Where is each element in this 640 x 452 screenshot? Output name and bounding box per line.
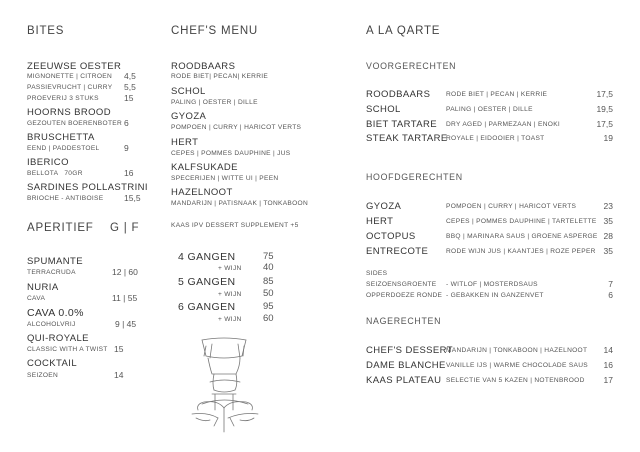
dessert-desc: SELECTIE VAN 5 KAZEN | NOTENBROOD <box>446 377 585 384</box>
bites-item-sub: PROEVERIJ 3 STUKS <box>27 95 99 102</box>
aperitief-glass-bottle-header: G | F <box>110 222 140 234</box>
dessert-price: 16 <box>603 360 613 370</box>
dessert-name: CHEF'S DESSERT <box>366 345 453 356</box>
chefs-menu-item-name: GYOZA <box>171 111 207 122</box>
wine-pairing-price: 40 <box>263 262 274 273</box>
chefs-menu-item-desc: PALING | OESTER | DILLE <box>171 99 258 106</box>
a-la-carte-title: A LA QARTE <box>366 25 441 37</box>
bites-item-name: SARDINES POLLASTRINI <box>27 182 148 193</box>
aperitief-item-price: 12 | 60 <box>112 267 138 277</box>
starter-name: ROODBAARS <box>366 89 431 100</box>
wine-pairing-price: 50 <box>263 288 274 299</box>
main-course-desc: RODE WIJN JUS | KAANTJES | ROZE PEPER <box>446 248 596 255</box>
side-price: 7 <box>608 279 613 289</box>
bites-item-sub: GEZOUTEN BOERENBOTER <box>27 120 123 127</box>
dessert-price: 14 <box>603 345 613 355</box>
chefs-menu-item-desc: SPECERIJEN | WITTE UI | PEEN <box>171 175 279 182</box>
bites-item-price: 16 <box>124 168 134 178</box>
chefs-menu-item-name: KALFSUKADE <box>171 162 238 173</box>
starter-price: 17,5 <box>596 89 613 99</box>
starter-desc: DRY AGED | PARMEZAAN | ENOKI <box>446 121 561 128</box>
aperitief-item-sub: TERRACRUDA <box>27 269 76 276</box>
aperitief-item-price: 11 | 55 <box>112 293 138 303</box>
aperitief-item-sub: CLASSIC WITH A TWIST <box>27 346 108 353</box>
chefs-menu-item-desc: CEPES | POMMES DAUPHINE | JUS <box>171 150 291 157</box>
bites-title: BITES <box>27 25 65 37</box>
chefs-menu-item-desc: MANDARIJN | PATISNAAK | TONKABOON <box>171 200 309 207</box>
chefs-menu-title: CHEF'S MENU <box>171 25 259 37</box>
course-label: 6 GANGEN <box>178 301 236 313</box>
chefs-menu-item-desc: RODE BIET| PECAN| KERRIE <box>171 73 269 80</box>
main-course-desc: POMPOEN | CURRY | HARICOT VERTS <box>446 203 577 210</box>
aperitief-item-sub: ALCOHOLVRIJ <box>27 321 76 328</box>
main-course-name: ENTRECOTE <box>366 246 429 257</box>
starter-desc: PALING | OESTER | DILLE <box>446 106 533 113</box>
dessert-name: DAME BLANCHE <box>366 360 446 371</box>
aperitief-item-name: QUI-ROYALE <box>27 333 89 344</box>
main-course-price: 23 <box>603 201 613 211</box>
side-desc: - GEBAKKEN IN GANZENVET <box>446 292 544 299</box>
main-course-price: 35 <box>603 216 613 226</box>
aperitief-item-sub: SEIZOEN <box>27 372 59 379</box>
bites-item-price: 9 <box>124 143 129 153</box>
cheese-supplement-note: KAAS IPV DESSERT SUPPLEMENT +5 <box>171 222 299 229</box>
dessert-name: KAAS PLATEAU <box>366 375 442 386</box>
aperitief-item-name: SPUMANTE <box>27 256 83 267</box>
wine-pairing-label: + WIJN <box>218 316 242 323</box>
starter-name: STEAK TARTARE <box>366 133 448 144</box>
bites-item-sub: BRIOCHE - ANTIBOISE <box>27 195 104 202</box>
bites-item-price: 15 <box>124 93 134 103</box>
bites-item-sub: EEND | PADDESTOEL <box>27 145 100 152</box>
course-price: 95 <box>263 301 274 312</box>
main-course-price: 35 <box>603 246 613 256</box>
course-label: 4 GANGEN <box>178 251 236 263</box>
starter-name: BIET TARTARE <box>366 119 437 130</box>
main-course-name: HERT <box>366 216 394 227</box>
chefs-menu-item-desc: POMPOEN | CURRY | HARICOT VERTS <box>171 124 302 131</box>
bites-item-price: 6 <box>124 118 129 128</box>
dessert-desc: VANILLE IJS | WARME CHOCOLADE SAUS <box>446 362 588 369</box>
bites-item-name: BRUSCHETTA <box>27 132 95 143</box>
course-price: 75 <box>263 251 274 262</box>
side-price: 6 <box>608 290 613 300</box>
bites-item-sub: MIGNONETTE | CITROEN <box>27 73 113 80</box>
chefs-menu-item-name: ROODBAARS <box>171 61 236 72</box>
starter-price: 17,5 <box>596 119 613 129</box>
main-course-price: 28 <box>603 231 613 241</box>
aperitief-item-price: 9 | 45 <box>115 319 137 329</box>
sides-header: SIDES <box>366 270 388 277</box>
starter-name: SCHOL <box>366 104 401 115</box>
main-course-desc: BBQ | MARINARA SAUS | GROENE ASPERGE <box>446 233 598 240</box>
side-desc: - WITLOF | MOSTERDSAUS <box>446 281 538 288</box>
nagerechten-header: NAGERECHTEN <box>366 316 442 326</box>
course-price: 85 <box>263 276 274 287</box>
aperitief-item-price: 15 <box>114 344 124 354</box>
aperitief-title: APERITIEF <box>27 222 94 234</box>
aperitief-item-sub: CAVA <box>27 295 46 302</box>
dessert-desc: MANDARIJN | TONKABOON | HAZELNOOT <box>446 347 588 354</box>
chefs-menu-item-name: HERT <box>171 137 199 148</box>
starter-price: 19 <box>603 133 613 143</box>
starter-desc: ROYALE | EIDOOIER | TOAST <box>446 135 545 142</box>
main-course-name: OCTOPUS <box>366 231 416 242</box>
chef-illustration <box>188 334 263 434</box>
wine-pairing-label: + WIJN <box>218 291 242 298</box>
side-name: SEIZOENSGROENTE <box>366 281 437 288</box>
hoofdgerechten-header: HOOFDGERECHTEN <box>366 172 463 182</box>
voorgerechten-header: VOORGERECHTEN <box>366 61 457 71</box>
wine-pairing-label: + WIJN <box>218 265 242 272</box>
starter-desc: RODE BIET | PECAN | KERRIE <box>446 91 548 98</box>
bites-item-name: IBERICO <box>27 157 69 168</box>
course-label: 5 GANGEN <box>178 276 236 288</box>
bites-item-price: 5,5 <box>124 82 136 92</box>
side-name: OPPERDOEZE RONDE <box>366 292 443 299</box>
main-course-name: GYOZA <box>366 201 402 212</box>
bites-item-sub: PASSIEVRUCHT | CURRY <box>27 84 113 91</box>
aperitief-item-name: COCKTAIL <box>27 358 78 369</box>
bites-item-price: 4,5 <box>124 71 136 81</box>
main-course-desc: CEPES | POMMES DAUPHINE | TARTELETTE <box>446 218 597 225</box>
bites-item-name: HOORNS BROOD <box>27 107 111 118</box>
chefs-menu-item-name: SCHOL <box>171 86 206 97</box>
aperitief-item-price: 14 <box>114 370 124 380</box>
chefs-menu-item-name: HAZELNOOT <box>171 187 233 198</box>
wine-pairing-price: 60 <box>263 313 274 324</box>
dessert-price: 17 <box>603 375 613 385</box>
aperitief-item-name: NURIA <box>27 282 59 293</box>
starter-price: 19,5 <box>596 104 613 114</box>
aperitief-item-name: CAVA 0.0% <box>27 307 84 319</box>
bites-item-price: 15,5 <box>124 193 141 203</box>
bites-item-name: ZEEUWSE OESTER <box>27 61 122 72</box>
bites-item-sub: BELLOTA 70GR <box>27 170 83 177</box>
